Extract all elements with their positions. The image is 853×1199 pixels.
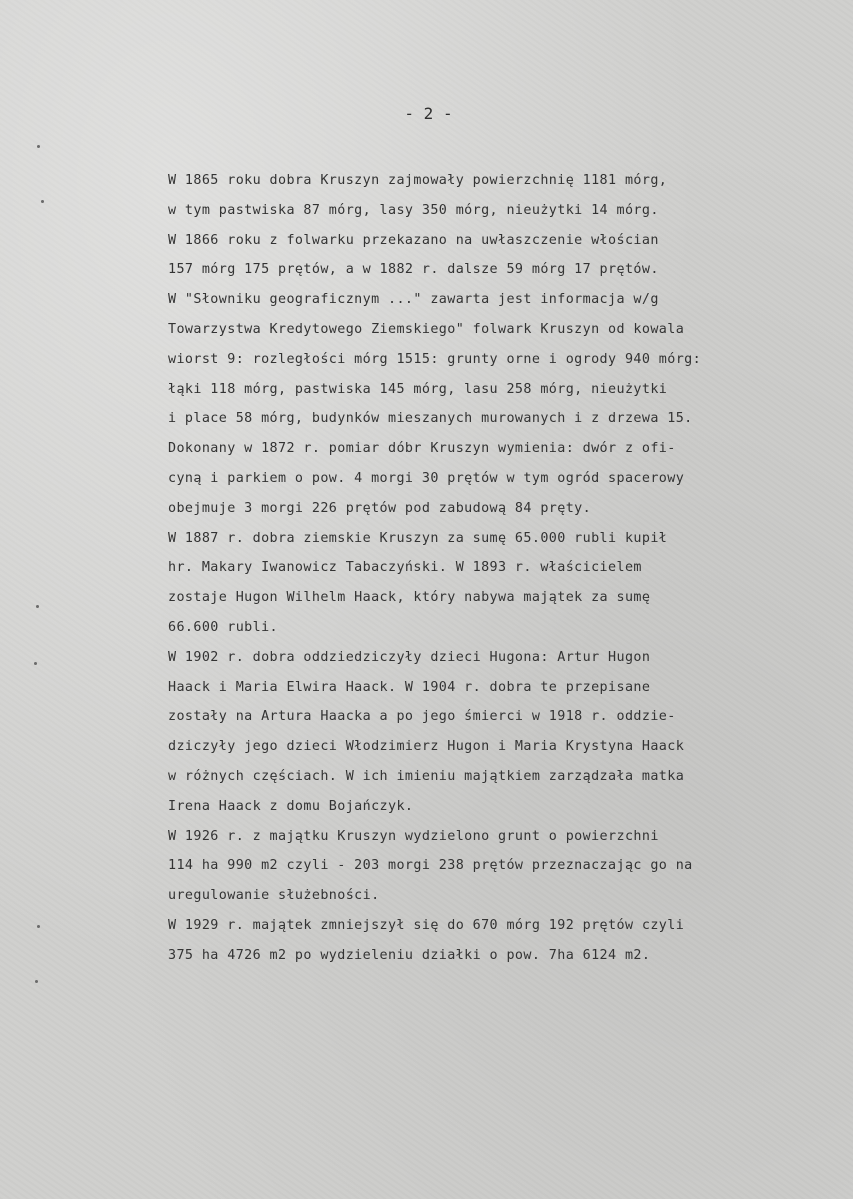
text-line: obejmuje 3 morgi 226 prętów pod zabudową 84 pręty. bbox=[168, 500, 592, 516]
text-line: Haack i Maria Elwira Haack. W 1904 r. dobra te przepisane bbox=[168, 679, 651, 695]
margin-speck bbox=[41, 200, 44, 203]
text-line: 375 ha 4726 m2 po wydzieleniu działki o pow. 7ha 6124 m2. bbox=[168, 947, 651, 963]
text-line: W 1926 r. z majątku Kruszyn wydzielono grunt o powierzchni bbox=[168, 828, 659, 844]
text-line: W "Słowniku geograficznym ..." zawarta jest informacja w/g bbox=[168, 292, 659, 308]
text-line: w tym pastwiska 87 mórg, lasy 350 mórg, nieużytki 14 mórg. bbox=[168, 202, 659, 218]
text-line: łąki 118 mórg, pastwiska 145 mórg, lasu 258 mórg, nieużytki bbox=[168, 381, 668, 397]
text-line: 157 mórg 175 prętów, a w 1882 r. dalsze 59 mórg 17 prętów. bbox=[168, 262, 659, 278]
text-line: zostały na Artura Haacka a po jego śmierci w 1918 r. oddzie- bbox=[168, 709, 676, 725]
text-line: Irena Haack z domu Bojańczyk. bbox=[168, 798, 414, 814]
text-line: W 1865 roku dobra Kruszyn zajmowały powierzchnię 1181 mórg, bbox=[168, 173, 668, 188]
text-line: W 1887 r. dobra ziemskie Kruszyn za sumę 65.000 rubli kupił bbox=[168, 530, 668, 546]
margin-speck bbox=[36, 605, 39, 608]
page-number: - 2 - bbox=[404, 104, 453, 123]
margin-speck bbox=[37, 925, 40, 928]
text-line: 114 ha 990 m2 czyli - 203 morgi 238 prętów przeznaczając go na bbox=[168, 858, 693, 874]
margin-speck bbox=[34, 662, 37, 665]
margin-speck bbox=[37, 145, 40, 148]
text-line: wiorst 9: rozległości mórg 1515: grunty orne i ogrody 940 mórg: bbox=[168, 351, 702, 367]
text-line: zostaje Hugon Wilhelm Haack, który nabywa majątek za sumę bbox=[168, 590, 651, 606]
text-line: W 1866 roku z folwarku przekazano na uwłaszczenie włościan bbox=[168, 232, 659, 248]
text-line: 66.600 rubli. bbox=[168, 619, 279, 635]
text-line: Towarzystwa Kredytowego Ziemskiego" folwark Kruszyn od kowala bbox=[168, 321, 685, 337]
text-line: uregulowanie służebności. bbox=[168, 888, 380, 904]
text-line: hr. Makary Iwanowicz Tabaczyński. W 1893 r. właścicielem bbox=[168, 560, 642, 576]
margin-speck bbox=[35, 980, 38, 983]
text-line: dziczyły jego dzieci Włodzimierz Hugon i Maria Krystyna Haack bbox=[168, 739, 685, 755]
text-line: W 1929 r. majątek zmniejszył się do 670 mórg 192 prętów czyli bbox=[168, 917, 685, 933]
text-line: i place 58 mórg, budynków mieszanych murowanych i z drzewa 15. bbox=[168, 411, 693, 427]
text-line: w różnych częściach. W ich imieniu majątkiem zarządzała matka bbox=[168, 768, 685, 784]
text-line: cyną i parkiem o pow. 4 morgi 30 prętów w tym ogród spacerowy bbox=[168, 470, 685, 486]
text-line: W 1902 r. dobra oddziedziczyły dzieci Hugona: Artur Hugon bbox=[168, 649, 651, 665]
text-line: Dokonany w 1872 r. pomiar dóbr Kruszyn wymienia: dwór z ofi- bbox=[168, 441, 676, 457]
body-text bbox=[168, 166, 838, 971]
